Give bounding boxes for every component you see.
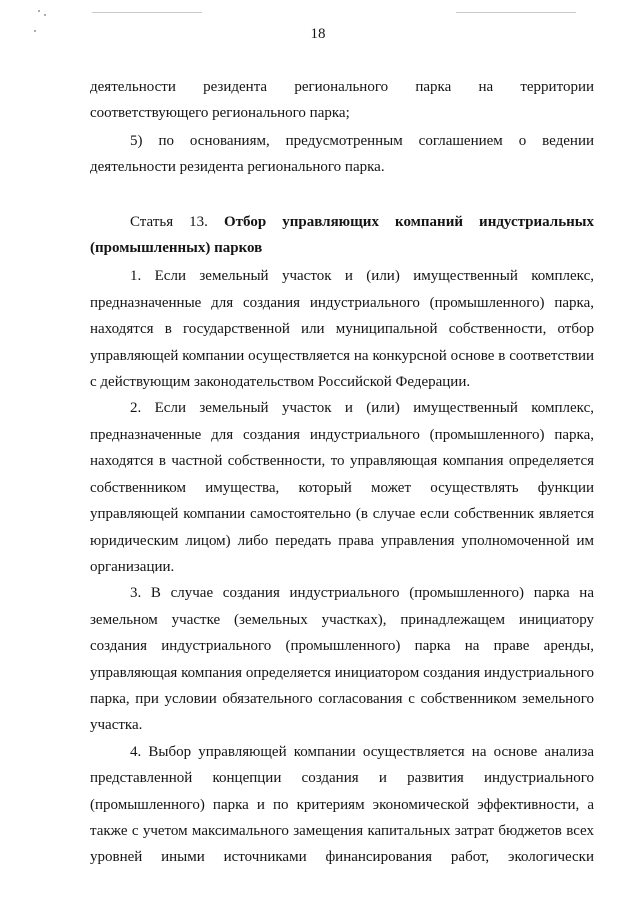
page-number: 18 xyxy=(310,26,326,42)
article-heading xyxy=(90,209,594,262)
article-point-1: 1. Если земельный участок и (или) имущественный комплекс, предназначенные для создания индустриального (промышленного) парка, находятся в государственной или муниципальной собственности, отбор управляющей компании осуществляется на конкурсной основе в соответствии с действующим законодательством Российской Федерации. xyxy=(90,268,594,391)
article-point-3: 3. В случае создания индустриального (промышленного) парка на земельном участке (земельных участках), принадлежащем инициатору создания индустриального (промышленного) парка на праве аренды, управляющая компания определяется инициатором создания индустриального парка, при условии обязательного согласования с собственником земельного участка. xyxy=(90,585,594,734)
article-point-2: 2. Если земельный участок и (или) имущественный комплекс, предназначенные для создания индустриального (промышленного) парка, находятся в частной собственности, то управляющая компания определяется собственником имущества, который может осуществлять функции управляющей компании самостоятельно (в случае если собственник является юридическим лицом) либо передать права управления уполномоченной им организации. xyxy=(90,400,594,575)
scan-artifact xyxy=(92,12,202,13)
scan-artifact xyxy=(38,10,40,12)
section-spacer xyxy=(90,181,594,209)
scan-artifact xyxy=(456,12,576,13)
article-point-4: 4. Выбор управляющей компании осуществляется на основе анализа представленной концепции создания и развития индустриального (промышленного) парка и по критериям экономической эффективности, а также с учетом максимального замещения капитальных затрат бюджетов всех уровней иными источниками финансирования работ, экологически xyxy=(90,743,594,866)
paragraph-continuation: деятельности резидента регионального парка на территории соответствующего регионального парка; xyxy=(90,79,594,122)
scan-artifact xyxy=(44,14,46,16)
paragraph-item-5: 5) по основаниям, предусмотренным соглашением о ведении деятельности резидента регионального парка. xyxy=(90,132,594,176)
article-label: Статья 13. xyxy=(130,213,208,230)
document-body xyxy=(90,74,594,871)
article-title: Отбор управляющих компаний индустриальных (промышленных) парков xyxy=(90,213,594,257)
